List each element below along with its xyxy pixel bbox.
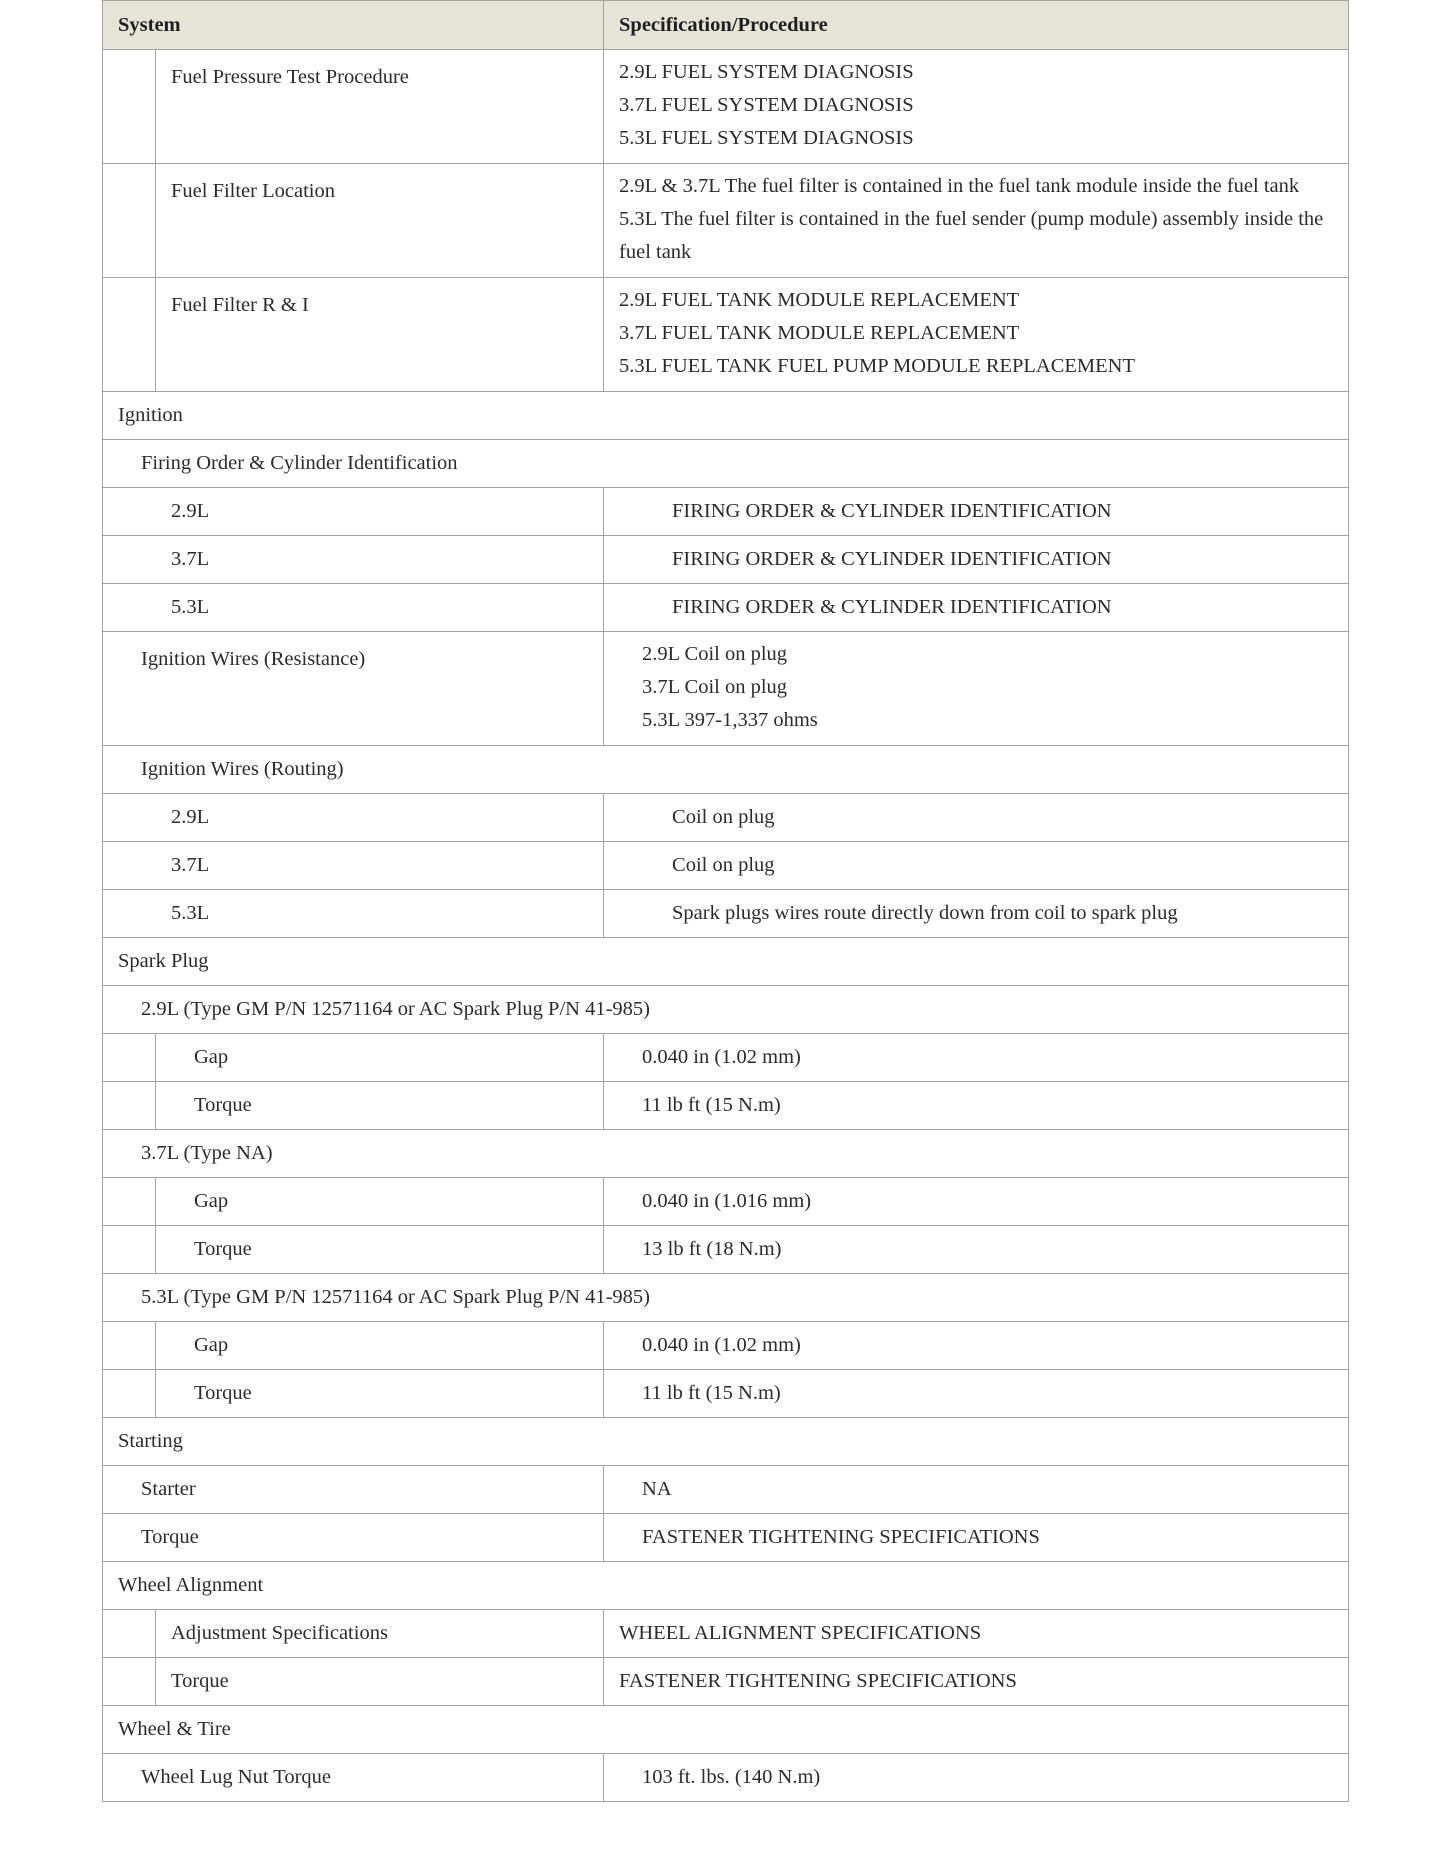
engine-label: 5.3L (103, 890, 604, 938)
subsection-row (103, 746, 1349, 794)
spark-plug-group-title: 2.9L (Type GM P/N 12571164 or AC Spark Plug P/N 41-985) (103, 986, 1349, 1034)
fuel-filter-ri-spec (604, 278, 1349, 392)
section-row (103, 938, 1349, 986)
spark-plug-group-title: 3.7L (Type NA) (103, 1130, 1349, 1178)
table-row (103, 1754, 1349, 1802)
table-row (103, 536, 1349, 584)
table-row (103, 50, 1349, 164)
table-row (103, 1322, 1349, 1370)
torque-label: Torque (156, 1226, 604, 1274)
table-row (103, 632, 1349, 746)
section-title-wheel-alignment: Wheel Alignment (103, 1562, 1349, 1610)
section-row (103, 392, 1349, 440)
section-title-ignition: Ignition (103, 392, 1349, 440)
wires-resistance-spec (604, 632, 1349, 746)
section-row (103, 1562, 1349, 1610)
fuel-pressure-label: Fuel Pressure Test Procedure (156, 50, 604, 164)
gap-value: 0.040 in (1.02 mm) (604, 1322, 1349, 1370)
indent-cell (103, 1322, 156, 1370)
gap-value: 0.040 in (1.016 mm) (604, 1178, 1349, 1226)
engine-label: 2.9L (103, 488, 604, 536)
indent-cell (103, 1226, 156, 1274)
fuel-filter-location-label: Fuel Filter Location (156, 164, 604, 278)
starter-label: Starter (103, 1466, 604, 1514)
engine-label: 2.9L (103, 794, 604, 842)
routing-value: Coil on plug (604, 794, 1349, 842)
engine-label: 3.7L (103, 842, 604, 890)
spec-line: 5.3L 397-1,337 ohms (642, 709, 818, 731)
fuel-filter-location-spec (604, 164, 1349, 278)
table-row (103, 1034, 1349, 1082)
spec-line: 2.9L & 3.7L The fuel filter is contained in the fuel tank module inside the fuel tank (619, 175, 1300, 197)
table-row (103, 890, 1349, 938)
adjustment-value: WHEEL ALIGNMENT SPECIFICATIONS (604, 1610, 1349, 1658)
adjustment-label: Adjustment Specifications (156, 1610, 604, 1658)
indent-cell (103, 1610, 156, 1658)
routing-value: Spark plugs wires route directly down from coil to spark plug (604, 890, 1349, 938)
table-row (103, 1658, 1349, 1706)
torque-label: Torque (156, 1370, 604, 1418)
subsection-row (103, 440, 1349, 488)
lug-nut-label: Wheel Lug Nut Torque (103, 1754, 604, 1802)
table-row (103, 1178, 1349, 1226)
table-row (103, 1610, 1349, 1658)
table-row (103, 584, 1349, 632)
table-row (103, 1082, 1349, 1130)
indent-cell (103, 1658, 156, 1706)
indent-cell (103, 278, 156, 392)
wires-routing-title: Ignition Wires (Routing) (103, 746, 1349, 794)
table-row (103, 1370, 1349, 1418)
wires-resistance-label: Ignition Wires (Resistance) (103, 632, 604, 746)
spec-line: 3.7L Coil on plug (642, 676, 788, 698)
starting-torque-value: FASTENER TIGHTENING SPECIFICATIONS (604, 1514, 1349, 1562)
section-row (103, 1418, 1349, 1466)
engine-label: 3.7L (103, 536, 604, 584)
spec-line: 5.3L FUEL TANK FUEL PUMP MODULE REPLACEMENT (619, 355, 1136, 377)
subsection-row (103, 986, 1349, 1034)
engine-label: 5.3L (103, 584, 604, 632)
spec-line: 2.9L Coil on plug (642, 643, 788, 665)
gap-label: Gap (156, 1322, 604, 1370)
gap-value: 0.040 in (1.02 mm) (604, 1034, 1349, 1082)
starter-value: NA (604, 1466, 1349, 1514)
specification-table (102, 0, 1349, 1802)
spec-line: 5.3L FUEL SYSTEM DIAGNOSIS (619, 127, 914, 149)
indent-cell (103, 1082, 156, 1130)
table-row (103, 1226, 1349, 1274)
spec-line: 3.7L FUEL TANK MODULE REPLACEMENT (619, 322, 1020, 344)
subsection-row (103, 1274, 1349, 1322)
gap-label: Gap (156, 1178, 604, 1226)
spec-line: 3.7L FUEL SYSTEM DIAGNOSIS (619, 94, 914, 116)
spec-line: 5.3L The fuel filter is contained in the fuel sender (pump module) assembly inside the fuel tank (619, 208, 1324, 263)
gap-label: Gap (156, 1034, 604, 1082)
torque-value: 11 lb ft (15 N.m) (604, 1082, 1349, 1130)
table-row (103, 278, 1349, 392)
firing-order-value: FIRING ORDER & CYLINDER IDENTIFICATION (604, 584, 1349, 632)
table-row (103, 488, 1349, 536)
indent-cell (103, 1034, 156, 1082)
section-title-starting: Starting (103, 1418, 1349, 1466)
firing-order-value: FIRING ORDER & CYLINDER IDENTIFICATION (604, 536, 1349, 584)
indent-cell (103, 50, 156, 164)
lug-nut-value: 103 ft. lbs. (140 N.m) (604, 1754, 1349, 1802)
fuel-pressure-spec (604, 50, 1349, 164)
indent-cell (103, 1178, 156, 1226)
header-system: System (103, 1, 604, 50)
table-row (103, 164, 1349, 278)
firing-order-title: Firing Order & Cylinder Identification (103, 440, 1349, 488)
table-header-row (103, 1, 1349, 50)
table-row (103, 794, 1349, 842)
torque-value: 13 lb ft (18 N.m) (604, 1226, 1349, 1274)
spark-plug-group-title: 5.3L (Type GM P/N 12571164 or AC Spark Plug P/N 41-985) (103, 1274, 1349, 1322)
routing-value: Coil on plug (604, 842, 1349, 890)
firing-order-value: FIRING ORDER & CYLINDER IDENTIFICATION (604, 488, 1349, 536)
torque-label: Torque (156, 1082, 604, 1130)
section-row (103, 1706, 1349, 1754)
alignment-torque-value: FASTENER TIGHTENING SPECIFICATIONS (604, 1658, 1349, 1706)
fuel-filter-ri-label: Fuel Filter R & I (156, 278, 604, 392)
section-title-spark-plug: Spark Plug (103, 938, 1349, 986)
subsection-row (103, 1130, 1349, 1178)
section-title-wheel-tire: Wheel & Tire (103, 1706, 1349, 1754)
starting-torque-label: Torque (103, 1514, 604, 1562)
table-row (103, 1466, 1349, 1514)
indent-cell (103, 164, 156, 278)
alignment-torque-label: Torque (156, 1658, 604, 1706)
indent-cell (103, 1370, 156, 1418)
header-spec: Specification/Procedure (604, 1, 1349, 50)
spec-line: 2.9L FUEL SYSTEM DIAGNOSIS (619, 61, 914, 83)
table-row (103, 842, 1349, 890)
spec-line: 2.9L FUEL TANK MODULE REPLACEMENT (619, 289, 1020, 311)
torque-value: 11 lb ft (15 N.m) (604, 1370, 1349, 1418)
table-row (103, 1514, 1349, 1562)
